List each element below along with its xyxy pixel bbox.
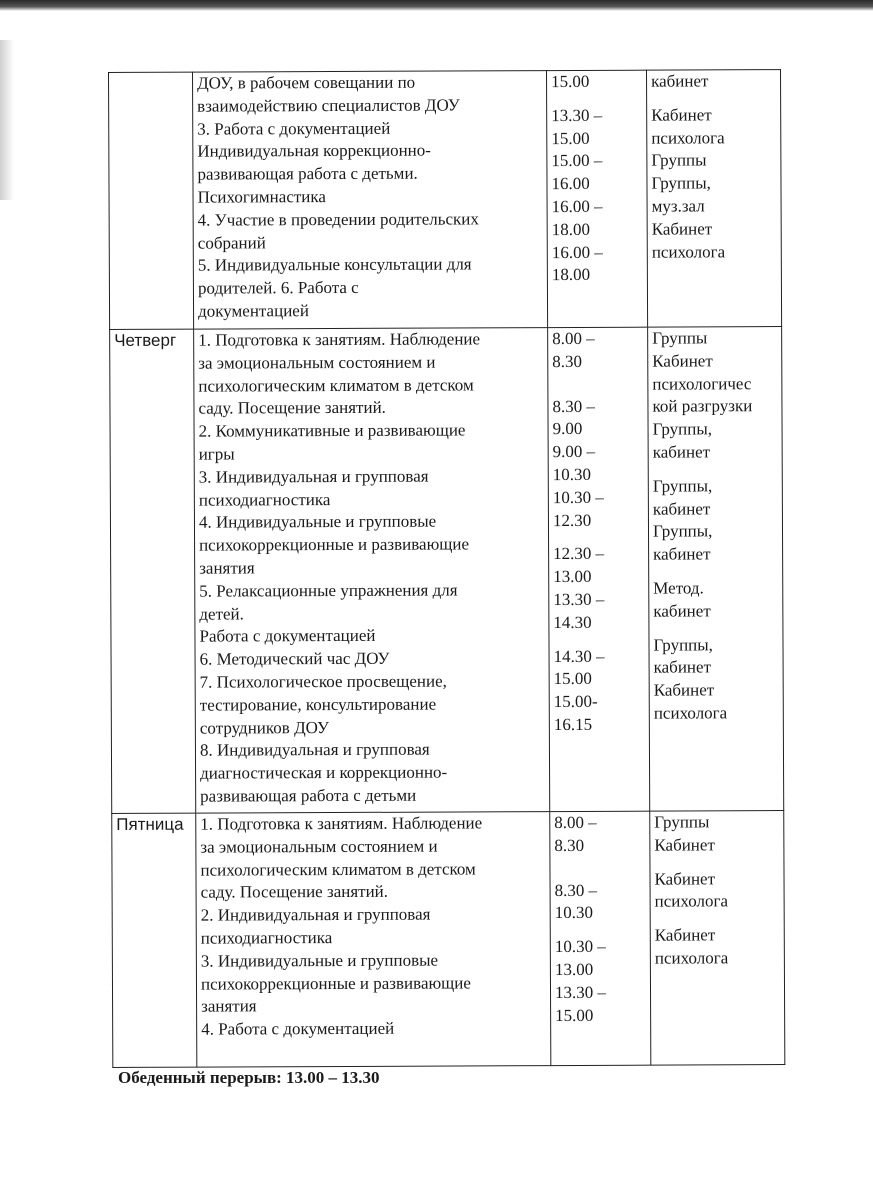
- time-line: 18.00: [551, 219, 590, 239]
- place-line: Кабинет: [653, 680, 715, 700]
- place-line: [655, 913, 780, 925]
- activity-line: Психогимнастика: [197, 187, 326, 207]
- time-line: 13.30 –: [553, 589, 605, 610]
- place-line: кабинет: [653, 544, 711, 564]
- place-line: Кабинет: [652, 351, 713, 371]
- time-line: 15.00 –: [551, 151, 603, 171]
- time-line: [551, 93, 642, 104]
- time-line: [553, 532, 644, 543]
- place-line: кой разгрузки: [652, 396, 753, 417]
- place-line: муз.зал: [651, 196, 705, 216]
- time-line: [555, 925, 646, 936]
- place-line: Кабинет: [654, 868, 716, 889]
- time-line: 9.00: [552, 419, 583, 439]
- activities-cell: [194, 328, 550, 814]
- time-line: [552, 373, 643, 384]
- time-line: 10.30: [554, 903, 593, 923]
- activity-line: детей.: [199, 603, 244, 624]
- scan-shadow-top: [0, 0, 873, 11]
- activity-line: собраний: [197, 232, 266, 253]
- activity-line: 4. Работа с документацией: [201, 1018, 395, 1039]
- time-line: 18.00: [551, 265, 591, 285]
- activity-line: психологическим климатом в детском: [200, 858, 476, 880]
- place-line: [653, 623, 778, 635]
- time-line: 13.00: [554, 959, 594, 980]
- place-line: Группы,: [652, 419, 713, 439]
- activity-line: 3. Индивидуальная и групповая: [198, 466, 429, 487]
- time-line: 8.30 –: [552, 396, 596, 416]
- place-line: [651, 93, 776, 105]
- place-cell: [650, 811, 785, 1066]
- activity-line: тестирование, консультирование: [199, 694, 437, 715]
- place-line: кабинет: [653, 657, 712, 677]
- time-line: 12.30 –: [553, 544, 605, 564]
- time-line: 16.00 –: [551, 242, 603, 262]
- time-line: 8.00 –: [552, 328, 595, 349]
- place-cell: [648, 327, 784, 812]
- activity-line: психодиагностика: [198, 489, 331, 510]
- activity-line: ДОУ, в рабочем совещании по: [197, 72, 416, 93]
- time-line: 8.30 –: [554, 880, 598, 900]
- day-cell-thursday: Четверг: [110, 329, 196, 813]
- activities-cell: [196, 812, 551, 1068]
- activity-line: 3. Индивидуальные и групповые: [200, 950, 439, 971]
- activity-line: психокоррекционные и развивающие: [200, 973, 471, 994]
- activity-line: диагностическая и коррекционно-: [200, 762, 448, 783]
- time-line: 13.30 –: [551, 105, 603, 125]
- place-line: Группы,: [653, 634, 713, 655]
- activity-line: 7. Психологическое просвещение,: [199, 671, 447, 692]
- activity-line: развивающая работа с детьми: [200, 785, 417, 806]
- day-cell: [109, 72, 194, 329]
- activity-line: 2. Коммуникативные и развивающие: [198, 420, 466, 441]
- lunch-break-note: Обеденный перерыв: 13.00 – 13.30: [118, 1068, 380, 1087]
- place-line: Кабинет: [651, 105, 712, 125]
- place-line: [653, 566, 778, 578]
- time-line: 8.30: [554, 835, 585, 855]
- place-line: [653, 464, 778, 476]
- time-line: 10.30 –: [554, 937, 606, 957]
- table-row-friday: [112, 811, 785, 1068]
- place-line: Группы,: [652, 521, 713, 542]
- activity-line: за эмоциональным состоянием и: [200, 836, 438, 857]
- place-line: Группы: [651, 150, 707, 171]
- place-line: [654, 857, 779, 869]
- place-line: Кабинет: [654, 925, 716, 945]
- place-line: кабинет: [651, 71, 709, 91]
- time-cell: [550, 811, 651, 1065]
- place-line: психолога: [654, 948, 729, 968]
- time-line: 9.00 –: [552, 442, 596, 462]
- time-line: 15.00: [551, 128, 590, 148]
- time-cell: [546, 70, 647, 327]
- place-line: Кабинет: [651, 219, 713, 239]
- activity-line: развивающая работа с детьми.: [197, 163, 418, 184]
- time-line: 16.00 –: [551, 196, 603, 217]
- time-line: 13.00: [553, 567, 592, 587]
- activity-line: родителей. 6. Работа с: [197, 278, 359, 298]
- time-line: 12.30: [552, 510, 592, 530]
- activity-line: документацией: [198, 301, 309, 321]
- activity-line: за эмоциональным состоянием и: [198, 352, 436, 373]
- activity-line: психодиагностика: [200, 928, 333, 948]
- activity-line: взаимодействию специалистов ДОУ: [197, 95, 460, 116]
- time-line: 8.30: [552, 351, 583, 371]
- day-cell-friday: Пятница: [112, 813, 197, 1067]
- place-line: психолога: [651, 127, 725, 148]
- time-line: 15.00: [551, 71, 590, 92]
- time-line: 15.00: [553, 669, 592, 689]
- activity-line: саду. Посещение занятий.: [198, 398, 386, 418]
- time-cell: [548, 327, 650, 811]
- activity-line: 1. Подготовка к занятиям. Наблюдение: [200, 813, 483, 834]
- activity-line: 4. Индивидуальные и групповые: [198, 511, 437, 532]
- place-line: Группы,: [652, 476, 713, 496]
- activity-line: саду. Посещение занятий.: [200, 882, 389, 902]
- place-line: кабинет: [652, 498, 711, 519]
- activity-line: 1. Подготовка к занятиям. Наблюдение: [198, 329, 481, 350]
- time-line: [553, 634, 644, 645]
- activity-line: 3. Работа с документацией: [197, 118, 391, 139]
- time-line: 13.30 –: [554, 982, 607, 1002]
- activity-line: 4. Участие в проведении родительских: [197, 209, 479, 230]
- activity-line: Работа с документацией: [199, 626, 376, 646]
- scan-shadow-left: [0, 40, 14, 200]
- table-row-thursday: [110, 327, 784, 814]
- activity-line: игры: [198, 444, 235, 464]
- activity-line: 6. Методический час ДОУ: [199, 648, 390, 669]
- time-line: 16.15: [553, 714, 593, 735]
- place-line: кабинет: [652, 442, 711, 462]
- time-line: 8.00 –: [554, 812, 597, 833]
- place-line: Метод.: [653, 578, 704, 598]
- activity-line: 8. Индивидуальная и групповая: [199, 739, 430, 760]
- place-line: психологичес: [652, 373, 752, 394]
- place-line: психолога: [653, 703, 728, 723]
- schedule-table: [108, 69, 785, 1068]
- activity-line: психологическим климатом в детском: [198, 375, 474, 396]
- time-line: 15.00: [555, 1005, 594, 1025]
- time-line: [552, 384, 643, 395]
- activity-line: 5. Релаксационные упражнения для: [199, 580, 458, 601]
- table-row-continuation: [109, 70, 782, 330]
- place-line: психолога: [651, 241, 726, 262]
- time-line: 10.30: [552, 464, 592, 485]
- activities-cell: [193, 71, 548, 330]
- place-line: Группы,: [651, 173, 711, 193]
- activity-line: Индивидуальная коррекционно-: [197, 140, 431, 162]
- time-line: 14.30 –: [553, 646, 605, 666]
- time-line: 16.00: [551, 174, 590, 194]
- time-line: [554, 868, 645, 879]
- activity-line: 5. Индивидуальные консультации для: [197, 254, 472, 275]
- time-line: 10.30 –: [552, 487, 604, 507]
- place-line: Группы: [654, 812, 710, 832]
- activity-line: психокоррекционные и развивающие: [199, 534, 470, 555]
- activity-line: занятия: [199, 558, 255, 578]
- place-line: Кабинет: [654, 835, 715, 855]
- time-line: 14.30: [553, 612, 592, 632]
- place-line: психолога: [654, 891, 729, 912]
- activity-line: занятия: [201, 996, 257, 1016]
- place-line: кабинет: [653, 601, 711, 621]
- activity-line: 2. Индивидуальная и групповая: [200, 904, 431, 925]
- time-line: [554, 857, 645, 868]
- place-line: Группы: [652, 328, 708, 348]
- place-cell: [646, 70, 781, 328]
- time-line: 15.00-: [553, 692, 598, 712]
- activity-line: сотрудников ДОУ: [199, 717, 330, 738]
